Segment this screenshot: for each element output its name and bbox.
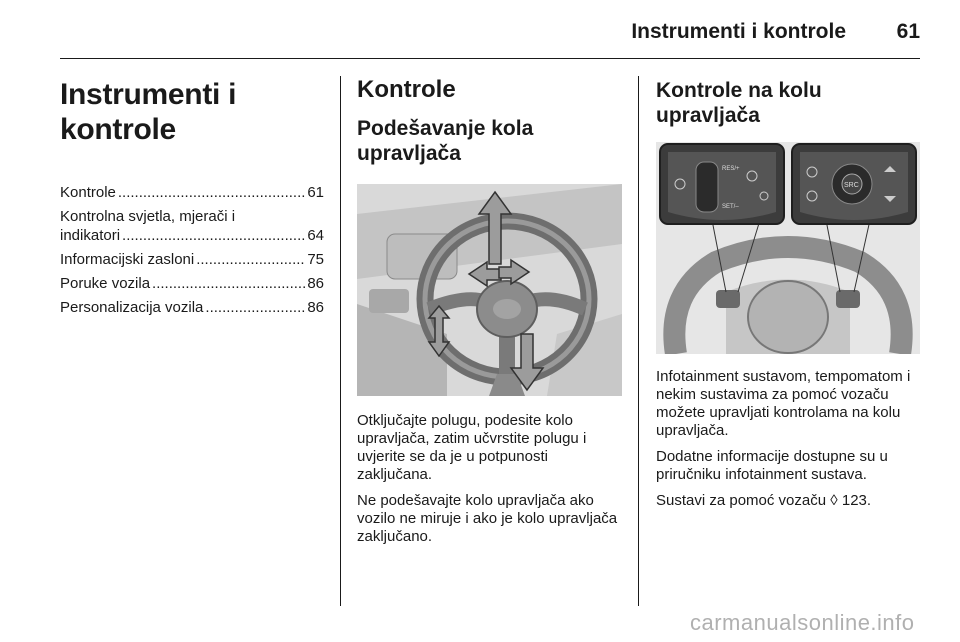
toc-entry-text: Poruke vozila: [60, 275, 151, 292]
steering-wheel-adjust-drawing: [357, 184, 622, 396]
column-divider-left: [340, 76, 341, 606]
running-header-title: Instrumenti i kontrole: [631, 20, 846, 43]
infotainment-reference: Dodatne informacije dostupne su u priručniku infotainment sustava.: [656, 448, 888, 484]
driver-assistance-xref[interactable]: [656, 492, 920, 510]
toc-leader-dots: [152, 274, 305, 293]
set-label: SET/–: [722, 204, 739, 211]
xref-page: 123.: [841, 492, 872, 510]
toc-entry-page: 75: [307, 251, 324, 268]
toc-leader-dots: [118, 183, 305, 202]
steering-controls-column: [656, 72, 920, 518]
table-of-contents: [60, 183, 324, 317]
toc-entry-page: 61: [307, 184, 324, 201]
toc-entry-kontrole[interactable]: [60, 183, 324, 202]
steering-wheel-controls-drawing: [656, 142, 920, 354]
watermark: carmanualsonline.info: [690, 610, 915, 635]
toc-entry-text: Kontrole: [60, 184, 116, 201]
resume-label: RES/+: [722, 166, 740, 173]
page-number: 61: [896, 20, 920, 43]
subsection-title: Kontrole na kolu upravljača: [656, 79, 822, 128]
steering-adjustment-illustration: [357, 184, 622, 396]
adjustment-warning: Ne podešavajte kolo upravljača ako vozilo ne miruje i ako je kolo upravljača zaključano.: [357, 491, 618, 545]
column-divider-right: [638, 76, 639, 606]
subsection-title: Podešavanje kola upravljača: [357, 116, 534, 165]
toc-entry-page: 86: [307, 275, 324, 292]
toc-entry-kontrolna-svjetla[interactable]: [60, 207, 324, 245]
toc-entry-text: indikatori: [60, 227, 121, 244]
section-title: Kontrole: [357, 76, 456, 103]
xref-arrow-icon: ◊: [830, 492, 838, 510]
steering-adjustment-column: [357, 72, 622, 554]
adjustment-instructions: Otključajte polugu, podesite kolo upravljača, zatim učvrstite polugu i uvjerite se da je u potpunosti zaključana.: [357, 411, 587, 483]
toc-leader-dots: [122, 226, 305, 245]
steering-controls-illustration: [656, 142, 920, 354]
toc-entry-text: Kontrolna svjetla, mjerači i: [60, 208, 236, 225]
toc-entry-text: Personalizacija vozila: [60, 299, 204, 316]
toc-leader-dots: [205, 298, 305, 317]
header-rule: [60, 58, 920, 59]
toc-leader-dots: [196, 250, 305, 269]
toc-entry-text: Informacijski zasloni: [60, 251, 195, 268]
toc-entry-poruke-vozila[interactable]: [60, 274, 324, 293]
toc-entry-page: 86: [307, 299, 324, 316]
source-label: SRC: [844, 182, 859, 190]
xref-text: Sustavi za pomoć vozaču: [656, 492, 827, 510]
toc-column: [60, 72, 324, 322]
chapter-title: Instrumenti i kontrole: [60, 78, 237, 146]
controls-description: Infotainment sustavom, tempomatom i nekim sustavima za pomoć vozaču možete upravljati kontrolama na kolu upravljača.: [656, 368, 911, 440]
toc-entry-informacijski-zasloni[interactable]: [60, 250, 324, 269]
toc-entry-page: 64: [307, 227, 324, 244]
toc-entry-personalizacija-vozila[interactable]: [60, 298, 324, 317]
